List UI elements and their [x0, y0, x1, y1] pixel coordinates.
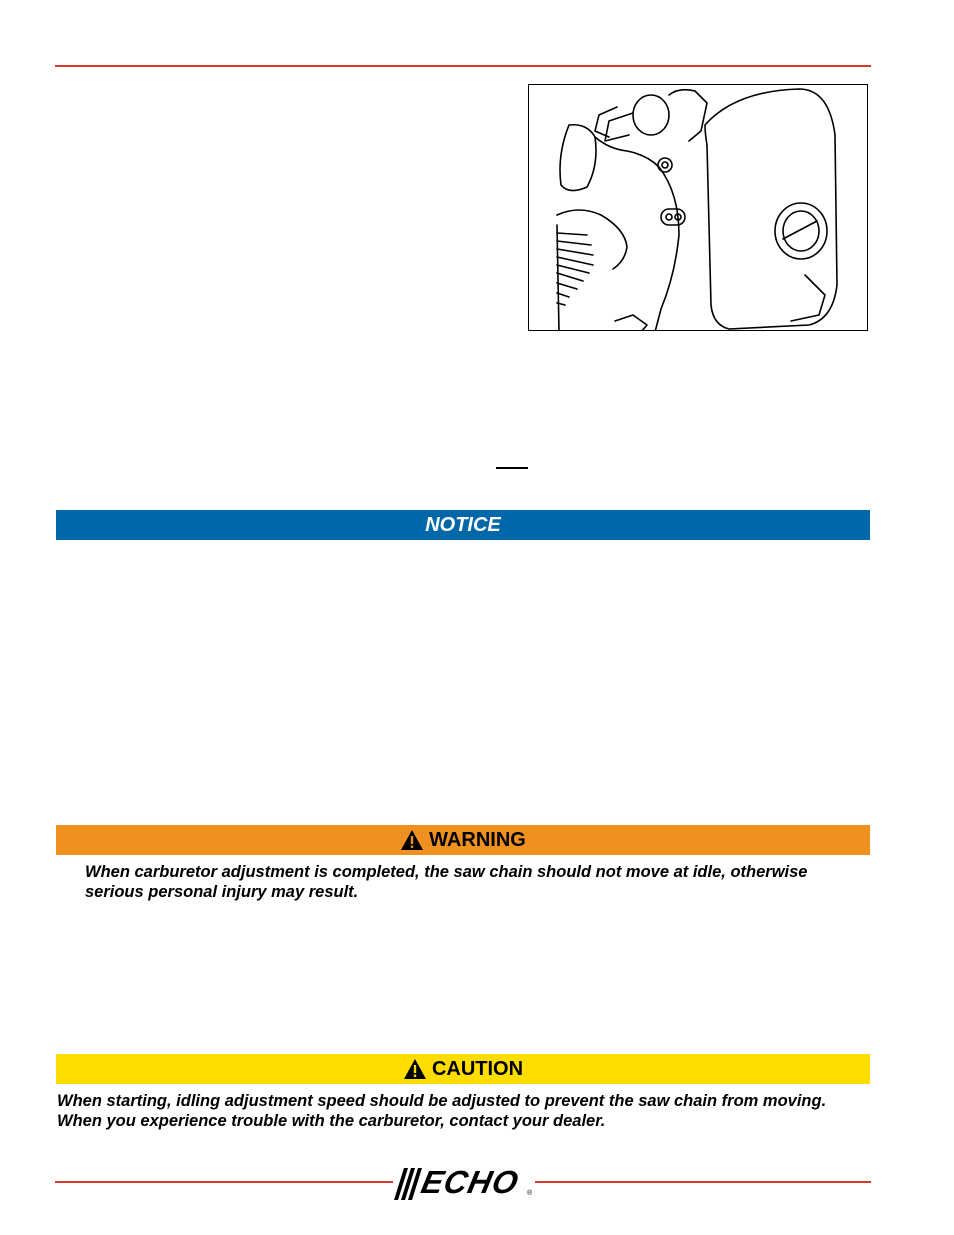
caution-message	[57, 1091, 872, 1131]
caution-triangle-icon	[403, 1058, 427, 1080]
caution-label: CAUTION	[431, 1057, 524, 1080]
caution-message-line-2: When you experience trouble with the carburetor, contact your dealer.	[57, 1112, 606, 1130]
footer-rule-right	[535, 1181, 871, 1183]
warning-message: When carburetor adjustment is completed, the saw chain should not move at idle, otherwise serious personal injury may result.	[85, 863, 808, 901]
carburetor-illustration	[528, 84, 868, 331]
notice-label: NOTICE	[425, 513, 501, 536]
caution-banner	[56, 1054, 870, 1084]
footer-rule-left	[55, 1181, 393, 1183]
notice-banner	[56, 510, 870, 540]
warning-label: WARNING	[429, 828, 526, 851]
caution-message-line-1: When starting, idling adjustment speed should be adjusted to prevent the saw chain from moving.	[57, 1092, 827, 1110]
short-underline	[496, 467, 528, 469]
registered-mark: ®	[527, 1190, 533, 1197]
header-rule	[55, 65, 871, 67]
warning-triangle-icon	[400, 829, 424, 851]
echo-logo: ECHO	[418, 1164, 523, 1200]
warning-banner	[56, 825, 870, 855]
